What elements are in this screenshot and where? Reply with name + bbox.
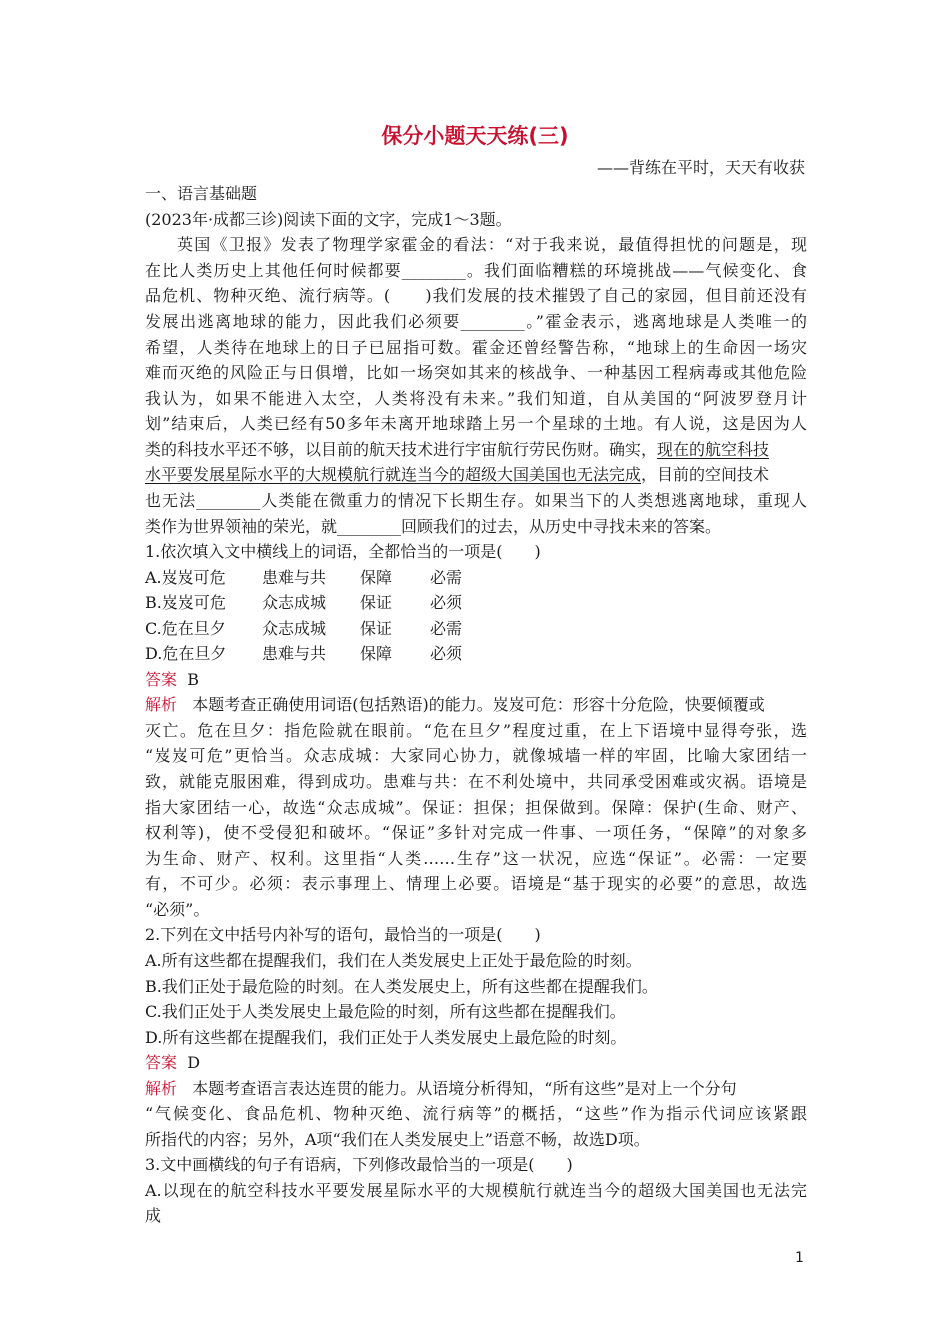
question-2-option: B.我们正处于最危险的时刻。在人类发展史上，所有这些都在提醒我们。 [145, 977, 658, 996]
passage-line: 难而灭绝的风险正与日俱增，比如一场突如其来的核战争、一种基因工程病毒或其他危险 [145, 363, 807, 382]
passage-line: 划”结束后，人类已经有50多年未离开地球踏上另一个星球的土地。有人说，这是因为人 [145, 414, 807, 433]
passage-text: 类的科技水平还不够，以目前的航天技术进行宇宙航行劳民伤财。确实， [145, 440, 658, 459]
underlined-sentence-part: 现在的航空科技 [657, 440, 770, 459]
question-1-analysis-line: 有，不可少。必须：表示事理上、情理上必要。语境是“基于现实的必要”的意思，故选 [145, 874, 807, 893]
question-2-answer [145, 1050, 807, 1076]
question-1-analysis-line: 权利等)，使不受侵犯和破坏。“保证”多针对完成一件事、一项任务，“保障”的对象多 [145, 823, 807, 842]
passage-line: 品危机、物种灭绝、流行病等。( )我们发展的技术摧毁了自己的家园，但目前还没有 [145, 286, 807, 305]
question-2-stem: 2.下列在文中括号内补写的语句，最恰当的一项是( ) [145, 925, 541, 944]
question-3-option: 成 [145, 1206, 162, 1225]
question-1-option: A.岌岌可危 患难与共 保障 必需 [145, 568, 463, 587]
answer-value: B [187, 670, 199, 689]
question-1-option: D.危在旦夕 患难与共 保障 必须 [145, 644, 463, 663]
question-1-analysis-line: “必须”。 [145, 900, 210, 919]
question-1-option: B.岌岌可危 众志成城 保证 必须 [145, 593, 463, 612]
question-2-option: A.所有这些都在提醒我们，我们在人类发展史上正处于最危险的时刻。 [145, 951, 642, 970]
question-1-answer [145, 667, 807, 693]
passage-line: 发展出逃离地球的能力，因此我们必须要________。”霍金表示，逃离地球是人类唯一的 [145, 312, 807, 331]
analysis-label: 解析 [145, 1079, 178, 1098]
underlined-sentence-part: 水平要发展星际水平的大规模航行就连当今的超级大国美国也无法完成 [145, 465, 642, 484]
question-2-option: C.我们正处于人类发展史上最危险的时刻，所有这些都在提醒我们。 [145, 1002, 626, 1021]
motto: ——背练在平时，天天有收获 [596, 158, 805, 177]
question-1-analysis-line: 为生命、财产、权利。这里指“人类……生存”这一状况，应选“保证”。必需：一定要 [145, 849, 807, 868]
passage-line [145, 462, 807, 488]
question-2-option: D.所有这些都在提醒我们，我们正处于人类发展史上最危险的时刻。 [145, 1028, 627, 1047]
question-1-analysis-line: “岌岌可危”更恰当。众志成城：大家同心协力，就像城墙一样的牢固，比喻大家团结一 [145, 746, 807, 765]
passage-line: 也无法________人类能在微重力的情况下长期生存。如果当下的人类想逃离地球，重现人 [145, 491, 807, 510]
question-3-stem: 3.文中画横线的句子有语病，下列修改最恰当的一项是( ) [145, 1155, 573, 1174]
passage-line: 类作为世界领袖的荣光，就________回顾我们的过去，从历史中寻找未来的答案。 [145, 517, 722, 536]
answer-label: 答案 [145, 1053, 178, 1072]
analysis-label: 解析 [145, 695, 178, 714]
question-1-option: C.危在旦夕 众志成城 保证 必需 [145, 619, 463, 638]
question-2-analysis-line: 解析 本题考查语言表达连贯的能力。从语境分析得知，“所有这些”是对上一个分句 [145, 1079, 737, 1098]
section-heading: 一、语言基础题 [145, 184, 258, 203]
question-3-option: A.以现在的航空科技水平要发展星际水平的大规模航行就连当今的超级大国美国也无法完 [145, 1181, 807, 1200]
passage-line: 我认为，如果不能进入太空，人类将没有未来。”我们知道，自从美国的“阿波罗登月计 [145, 389, 807, 408]
page-title: 保分小题天天练(三) [381, 124, 569, 148]
question-1-analysis-line: 灭亡。危在旦夕：指危险就在眼前。“危在旦夕”程度过重，在上下语境中显得夸张，选 [145, 721, 807, 740]
passage-line [145, 437, 807, 463]
passage-line: 英国《卫报》发表了物理学家霍金的看法：“对于我来说，最值得担忧的问题是，现 [177, 235, 807, 254]
passage-line: 希望，人类待在地球上的日子已屈指可数。霍金还曾经警告称，“地球上的生命因一场灾 [145, 338, 807, 357]
question-1-stem: 1.依次填入文中横线上的词语，全都恰当的一项是( ) [145, 542, 541, 561]
page-number: 1 [795, 1250, 804, 1266]
question-1-analysis-line: 解析 本题考查正确使用词语(包括熟语)的能力。岌岌可危：形容十分危险，快要倾覆或 [145, 695, 765, 714]
intro-text: (2023年·成都三诊)阅读下面的文字，完成1～3题。 [145, 210, 512, 229]
passage-line: 在比人类历史上其他任何时候都要________。我们面临糟糕的环境挑战——气候变化、食 [145, 261, 807, 280]
question-1-analysis-line: 致，就能克服困难，得到成功。患难与共：在不利处境中，共同承受困难或灾祸。语境是 [145, 772, 807, 791]
answer-value: D [187, 1053, 201, 1072]
question-2-analysis-line: 所指代的内容；另外，A项“我们在人类发展史上”语意不畅，故选D项。 [145, 1130, 650, 1149]
passage-text: ，目前的空间技术 [641, 465, 770, 484]
answer-label: 答案 [145, 670, 178, 689]
question-2-analysis-line: “气候变化、食品危机、物种灭绝、流行病等”的概括，“这些”作为指示代词应该紧跟 [145, 1104, 807, 1123]
question-1-analysis-line: 指大家团结一心，故选“众志成城”。保证：担保；担保做到。保障：保护(生命、财产、 [145, 798, 807, 817]
